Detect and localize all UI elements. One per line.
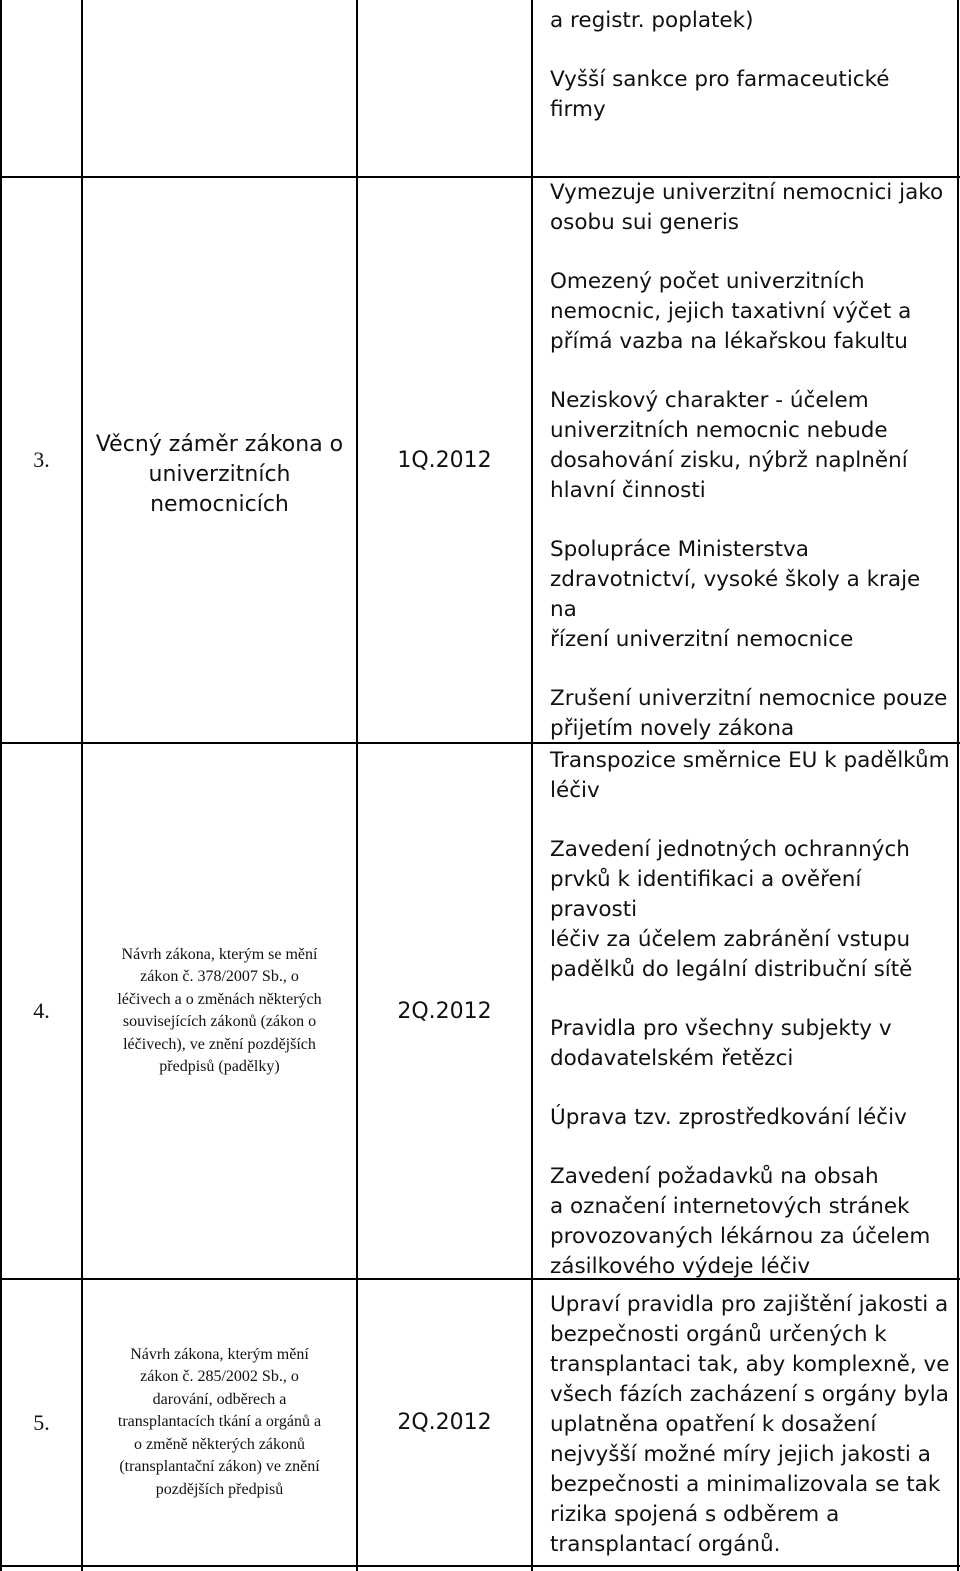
row-cont-description [550, 6, 950, 125]
law-title-line: léčivech), ve znění pozdějších [123, 1035, 316, 1053]
law-title-line: transplantacích tkání a orgánů a [117, 1413, 322, 1431]
law-title-line: Návrh zákona, kterým mění [130, 1345, 309, 1363]
schedule-date: 2Q.2012 [397, 1410, 492, 1435]
description-item: Pravidla pro všechny subjekty v dodavatelském řetězci [550, 1016, 892, 1071]
description-item: Zavedení požadavků na obsah a označení internetových stránek provozovaných lékárnou za účelem zásilkového výdeje léčiv [550, 1164, 931, 1279]
schedule-date: 2Q.2012 [397, 998, 492, 1024]
row-number: 3. [33, 447, 50, 472]
description-item: Omezený počet univerzitních nemocnic, jejich taxativní výčet a přímá vazba na lékařskou fakultu [550, 269, 912, 354]
description-item: Zrušení univerzitní nemocnice pouze přijetím novely zákona [550, 686, 948, 741]
law-title-line: pozdějších předpisů [155, 1480, 284, 1498]
law-title-line: darování, odběrech a [152, 1390, 287, 1408]
table-border-bottom [0, 1565, 960, 1567]
law-title-line: univerzitních [148, 462, 291, 487]
law-title [83, 178, 356, 772]
row4-description [550, 746, 955, 1282]
law-title-line: léčivech a o změnách některých [117, 990, 322, 1008]
law-title [83, 744, 356, 1278]
row3-description [550, 178, 950, 744]
table-border-right [957, 0, 959, 1571]
row-number: 4. [33, 998, 50, 1023]
law-title-line: souvisejících zákonů (zákon o [122, 1013, 317, 1030]
row5-description [550, 1290, 955, 1560]
law-title-line: zákon č. 285/2002 Sb., o [140, 1368, 299, 1386]
law-title-line: předpisů (padělky) [159, 1058, 280, 1075]
description-item: Úprava tzv. zprostředkování léčiv [550, 1105, 907, 1130]
schedule-date: 1Q.2012 [397, 447, 492, 473]
description-item: Spolupráce Ministerstva zdravotnictví, vysoké školy a kraje na řízení univerzitní nemocnice [550, 537, 921, 652]
description-item: Zavedení jednotných ochranných prvků k identifikaci a ověření pravosti léčiv za účelem zabránění vstupu padělků do legální distribuční sítě [550, 837, 913, 982]
description-item: Transpozice směrnice EU k padělkům léčiv [550, 748, 950, 803]
law-title-line: nemocnicích [150, 492, 289, 517]
law-title-line: o změně některých zákonů [133, 1435, 306, 1453]
law-title-line: zákon č. 378/2007 Sb., o [140, 968, 299, 985]
description-item: a registr. poplatek) [550, 8, 754, 33]
law-title [83, 1280, 356, 1565]
table-border-col3 [531, 0, 533, 1571]
description-item: Neziskový charakter - účelem univerzitních nemocnic nebude dosahování zisku, nýbrž naplnění hlavní činnosti [550, 388, 908, 503]
law-title-line: (transplantační zákon) ve znění [119, 1458, 320, 1476]
description-item: Vymezuje univerzitní nemocnici jako osobu sui generis [550, 180, 944, 235]
row-number: 5. [33, 1409, 50, 1435]
description-item: Vyšší sankce pro farmaceutické firmy [550, 67, 890, 122]
law-title-line: Návrh zákona, kterým se mění [121, 945, 318, 963]
description-item: Upraví pravidla pro zajištění jakosti a bezpečnosti orgánů určených k transplantaci tak, aby komplexně, ve všech fázích zacházení s orgány byla uplatněna opatření k dosažení nejvyšší možné míry jejich jakosti a bezpečnosti a minimalizovala se tak rizika spojená s odběrem a transplantací orgánů. [550, 1292, 950, 1557]
law-title-line: Věcný záměr zákona o [95, 432, 344, 457]
